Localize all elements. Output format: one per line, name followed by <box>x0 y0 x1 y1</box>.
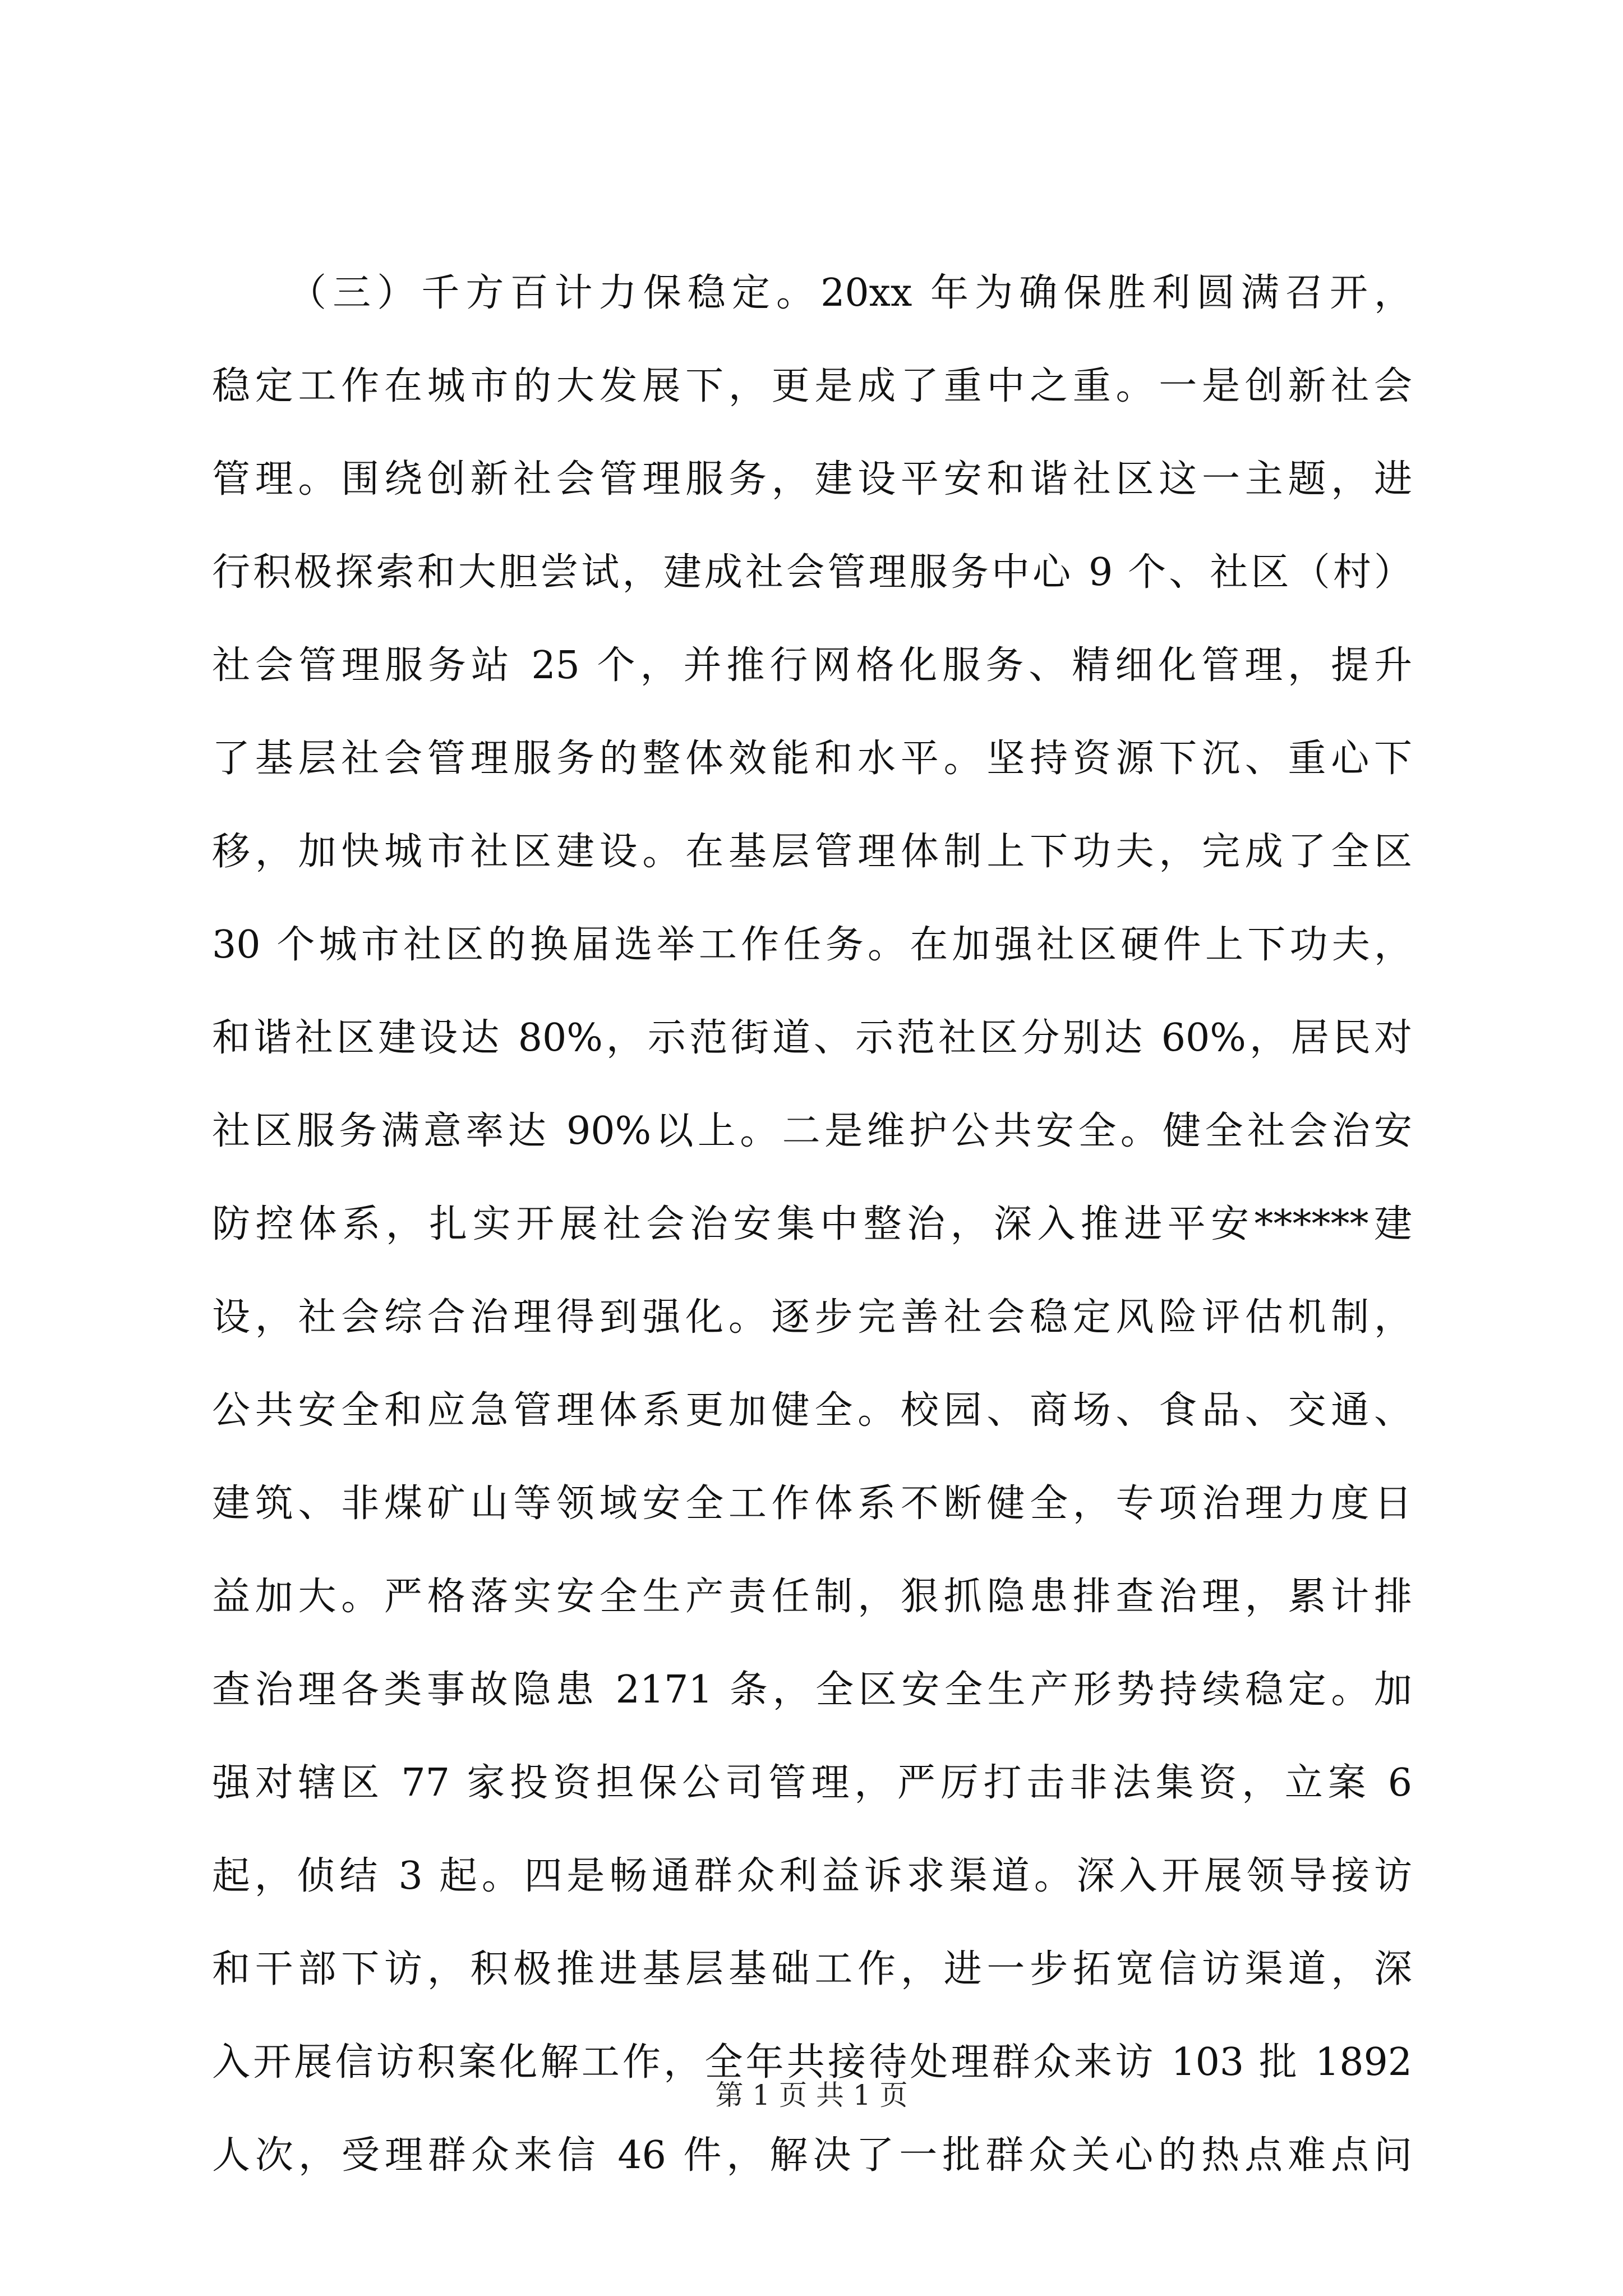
text-line: 益加大。严格落实安全生产责任制，狠抓隐患排查治理，累计排 <box>212 1575 1412 1619</box>
text-line: 社会管理服务站 25 个，并推行网格化服务、精细化管理，提升 <box>212 643 1412 688</box>
text-line: 稳定工作在城市的大发展下，更是成了重中之重。一是创新社会 <box>212 364 1412 408</box>
text-line: 行积极探索和大胆尝试，建成社会管理服务中心 9 个、社区（村） <box>212 550 1412 595</box>
body-paragraph <box>212 247 1412 2202</box>
text-line: 公共安全和应急管理体系更加健全。校园、商场、食品、交通、 <box>212 1388 1412 1433</box>
text-line: 管理。围绕创新社会管理服务，建设平安和谐社区这一主题，进 <box>212 457 1412 501</box>
text-line: 设，社会综合治理得到强化。逐步完善社会稳定风险评估机制， <box>212 1295 1412 1340</box>
text-line: 社区服务满意率达 90%以上。二是维护公共安全。健全社会治安 <box>212 1109 1412 1153</box>
text-line: 起，侦结 3 起。四是畅通群众利益诉求渠道。深入开展领导接访 <box>212 1854 1412 1898</box>
text-line: 和谐社区建设达 80%，示范街道、示范社区分别达 60%，居民对 <box>212 1016 1412 1060</box>
text-line: 了基层社会管理服务的整体效能和水平。坚持资源下沉、重心下 <box>212 737 1412 781</box>
text-line: 防控体系，扎实开展社会治安集中整治，深入推进平安******建 <box>212 1202 1412 1246</box>
text-line: （三）千方百计力保稳定。20xx 年为确保胜利圆满召开， <box>288 271 1412 315</box>
text-line: 30 个城市社区的换届选举工作任务。在加强社区硬件上下功夫， <box>212 923 1412 967</box>
text-line: 强对辖区 77 家投资担保公司管理，严厉打击非法集资，立案 6 <box>212 1761 1412 1805</box>
text-line: 查治理各类事故隐患 2171 条，全区安全生产形势持续稳定。加 <box>212 1668 1412 1712</box>
text-line: 建筑、非煤矿山等领域安全工作体系不断健全，专项治理力度日 <box>212 1481 1412 1526</box>
text-line: 入开展信访积案化解工作，全年共接待处理群众来访 103 批 1892 <box>212 2040 1412 2085</box>
text-line: 人次，受理群众来信 46 件，解决了一批群众关心的热点难点问 <box>212 2133 1412 2178</box>
text-line: 和干部下访，积极推进基层基础工作，进一步拓宽信访渠道，深 <box>212 1947 1412 1991</box>
text-line: 移，加快城市社区建设。在基层管理体制上下功夫，完成了全区 <box>212 830 1412 874</box>
page-number-footer: 第 1 页 共 1 页 <box>715 2079 908 2111</box>
